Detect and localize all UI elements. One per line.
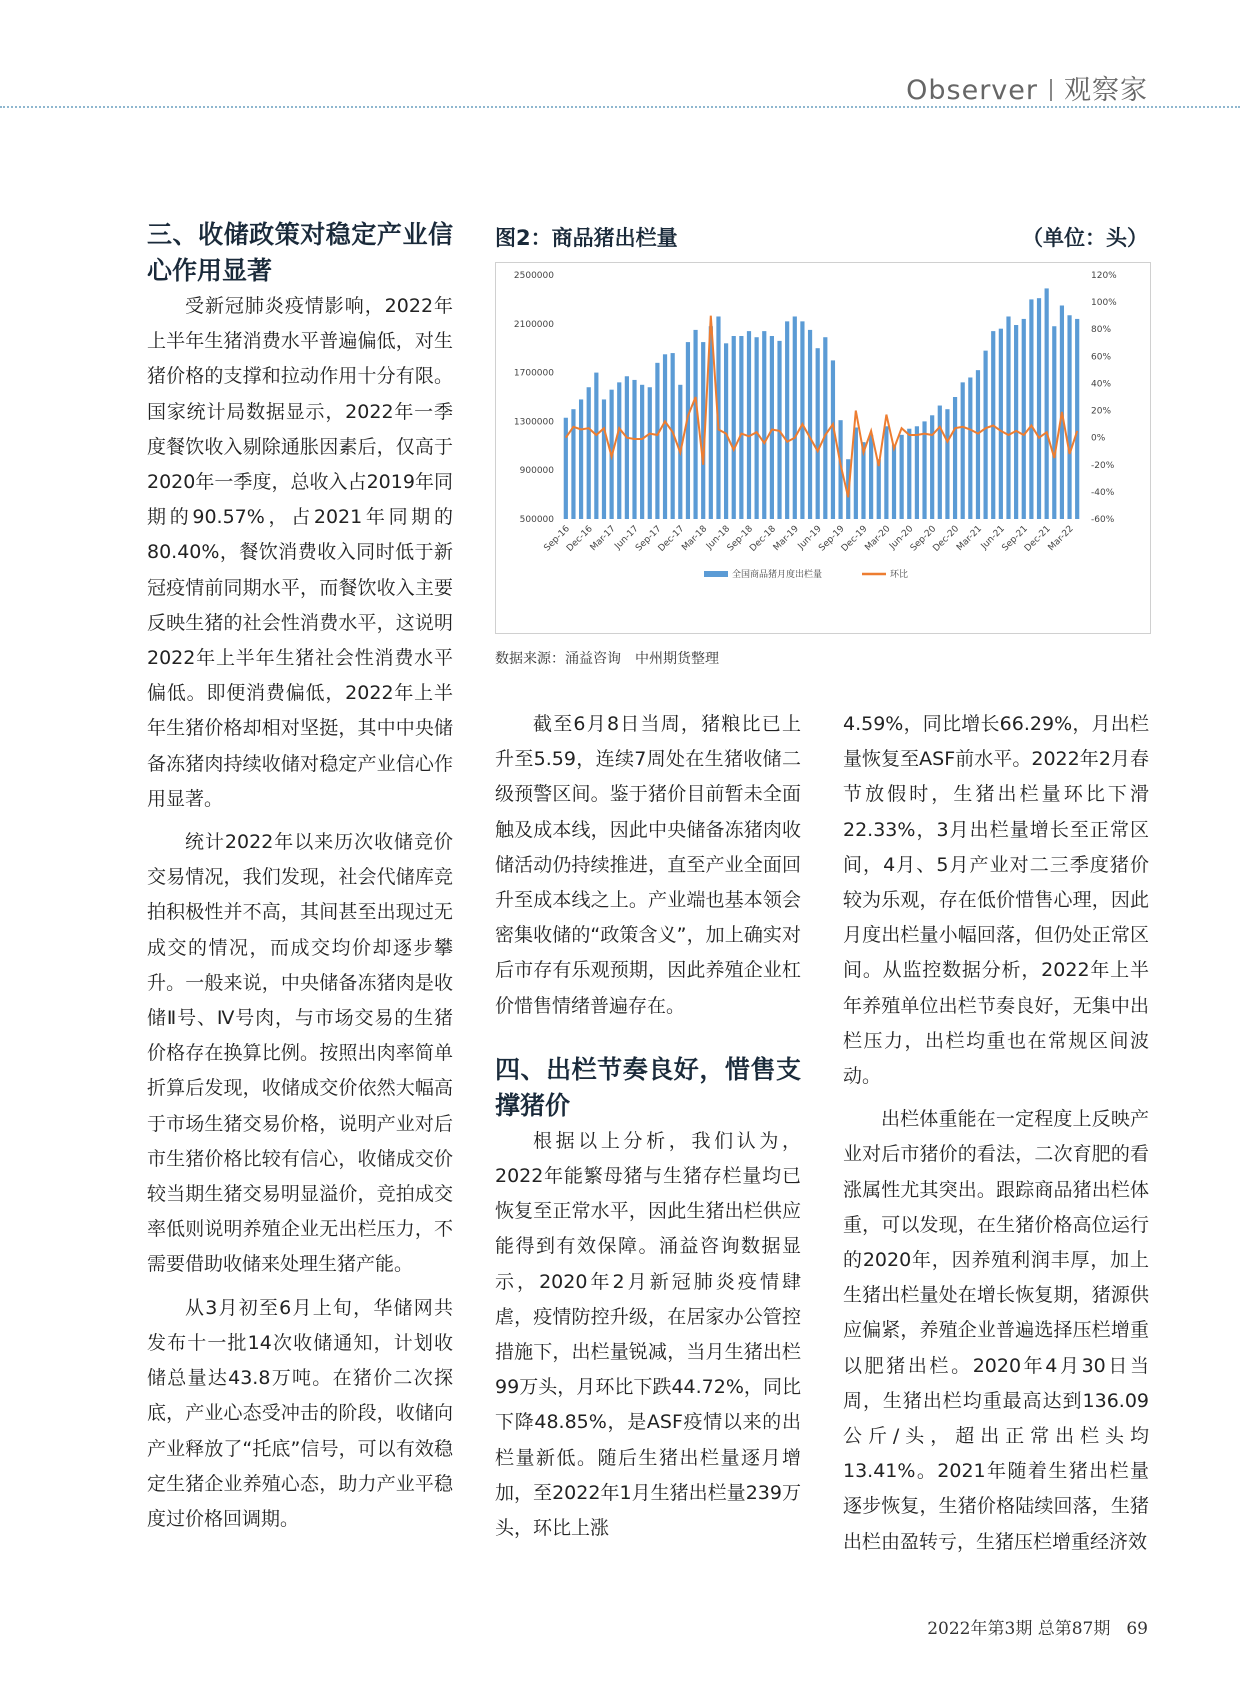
x-tick-label: Mar-20 — [863, 524, 893, 554]
header-brand-cn: 观察家 — [1064, 75, 1148, 106]
paragraph: 统计2022年以来历次收储竞价交易情况，我们发现，社会代储库竞拍积极性并不高，其间甚至出现过无成交的情况，而成交均价却逐步攀升。一般来说，中央储备冻猪肉是收储Ⅱ号、Ⅳ号肉，与市场交易的生猪价格存在换算比例。按照出肉率简单折算后发现，收储成交价依然大幅高于市场生猪交易价格，说明产业对后市生猪价格比较有信心，收储成交价较当期生猪交易明显溢价，竞拍成交率低则说明养殖企业无出栏压力，不需要借助收储来处理生猪产能。 — [147, 831, 453, 1276]
bar — [831, 360, 835, 519]
x-tick-label: Dec-21 — [1022, 524, 1053, 554]
bar — [922, 421, 926, 519]
issue-info: 2022年第3期 总第87期 — [927, 1619, 1111, 1639]
y-left-tick-label: 1700000 — [513, 368, 554, 379]
bar — [594, 373, 598, 519]
x-tick-label: Jun-20 — [887, 524, 916, 552]
section-heading-3: 三、收储政策对稳定产业信心作用显著 — [147, 220, 453, 285]
bar — [762, 331, 766, 519]
x-tick-label: Mar-22 — [1046, 524, 1076, 554]
bar — [854, 428, 858, 520]
x-tick-label: Mar-17 — [588, 524, 618, 554]
page-header — [906, 68, 1148, 107]
bar — [755, 337, 759, 519]
bar — [739, 336, 743, 519]
bar — [983, 351, 987, 519]
x-tick-label: Dec-19 — [839, 524, 870, 554]
y-right-tick-label: 80% — [1091, 325, 1112, 336]
page-number: 69 — [1126, 1619, 1148, 1639]
y-right-tick-label: 120% — [1091, 271, 1117, 281]
figure-source — [495, 648, 733, 668]
y-left-tick-label: 2500000 — [513, 271, 554, 281]
x-tick-label: Sep-19 — [817, 524, 847, 554]
bar — [579, 399, 583, 519]
x-tick-label: Dec-17 — [656, 524, 687, 554]
x-tick-label: Jun-21 — [979, 524, 1007, 552]
bar — [999, 329, 1003, 519]
x-tick-label: Mar-21 — [955, 524, 985, 554]
x-tick-label: Sep-21 — [1000, 524, 1030, 554]
legend-swatch-bars — [704, 571, 728, 577]
bar — [617, 382, 621, 519]
bar — [907, 429, 911, 519]
bar — [770, 336, 774, 519]
y-left-tick-label: 500000 — [519, 515, 554, 525]
bar — [816, 348, 820, 519]
bar — [808, 330, 812, 519]
bar — [1075, 319, 1079, 519]
bar — [693, 330, 697, 519]
x-tick-label: Dec-18 — [748, 524, 779, 554]
y-right-tick-label: 40% — [1091, 379, 1112, 390]
paragraph: 4.59%，同比增长66.29%，月出栏量恢复至ASF前水平。2022年2月春节放假时，生猪出栏量环比下滑22.33%，3月出栏量增长至正常区间，4月、5月产业对二三季度猪价较为乐观，存在低价惜售心理，因此月度出栏量小幅回落，但仍处正常区间。从监控数据分析，2022年上半年养殖单位出栏节奏良好，无集中出栏压力，出栏均重也在常规区间波动。 — [843, 713, 1149, 1088]
header-divider — [0, 106, 1240, 108]
x-tick-label: Dec-16 — [565, 524, 595, 554]
bar — [686, 342, 690, 519]
bar — [892, 445, 896, 519]
y-right-tick-label: 60% — [1091, 352, 1112, 363]
x-tick-label: Sep-20 — [908, 524, 939, 554]
y-right-tick-label: 0% — [1091, 433, 1106, 444]
bar — [785, 321, 789, 519]
bar — [823, 337, 827, 519]
y-left-tick-label: 900000 — [519, 466, 554, 477]
x-tick-label: Sep-17 — [634, 524, 664, 554]
bar — [571, 409, 575, 519]
bar — [1006, 316, 1010, 519]
left-column — [147, 217, 453, 1537]
bar — [602, 399, 606, 519]
paragraph: 受新冠肺炎疫情影响，2022年上半年生猪消费水平普遍偏低，对生猪价格的支撑和拉动作用十分有限。国家统计局数据显示，2022年一季度餐饮收入剔除通胀因素后，仅高于2020年一季度，总收入占2019年同期的90.57%，占2021年同期的80.40%，餐饮消费收入同时低于新冠疫情前同期水平，而餐饮收入主要反映生猪的社会性消费水平，这说明2022年上半年生猪社会性消费水平偏低。即便消费偏低，2022年上半年生猪价格却相对坚挺，其中中央储备冻猪肉持续收储对稳定产业信心作用显著。 — [147, 295, 453, 810]
figure-unit: （单位：头） — [1022, 226, 1148, 250]
y-left-tick-label: 2100000 — [513, 319, 554, 330]
bar — [1022, 319, 1026, 519]
bar — [900, 435, 904, 519]
x-tick-label: Sep-16 — [542, 524, 572, 554]
middle-column — [495, 707, 801, 1546]
bar — [663, 354, 667, 519]
bar — [724, 343, 728, 519]
page-footer — [927, 1614, 1148, 1639]
bar — [747, 331, 751, 519]
y-right-tick-label: -40% — [1091, 487, 1115, 498]
paragraph: 截至6月8日当周，猪粮比已上升至5.59，连续7周处在生猪收储二级预警区间。鉴于猪价目前暂未全面触及成本线，因此中央储备冻猪肉收储活动仍持续推进，直至产业全面回升至成本线之上。产业端也基本领会密集收储的“政策含义”，加上确实对后市存有乐观预期，因此养殖企业杠价惜售情绪普遍存在。 — [495, 713, 801, 1017]
bar — [1067, 315, 1071, 519]
bar — [640, 385, 644, 519]
bar — [930, 415, 934, 519]
y-left-tick-label: 1300000 — [513, 417, 554, 428]
bar — [1029, 299, 1033, 519]
header-separator — [1050, 79, 1052, 101]
source-org: 中州期货整理 — [635, 651, 719, 667]
paragraph: 出栏体重能在一定程度上反映产业对后市猪价的看法，二次育肥的看涨属性尤其突出。跟踪商品猪出栏体重，可以发现，在生猪价格高位运行的2020年，因养殖利润丰厚，加上生猪出栏量处在增长恢复期，猪源供应偏紧，养殖企业普遍选择压栏增重以肥猪出栏。2020年4月30日当周，生猪出栏均重最高达到136.09公斤/头，超出正常出栏头均13.41%。2021年随着生猪出栏量逐步恢复，生猪价格陆续回落，生猪出栏由盈转亏，生猪压栏增重经济效 — [843, 1108, 1149, 1553]
bar — [625, 376, 629, 519]
y-right-tick-label: 20% — [1091, 406, 1112, 417]
bar — [1037, 298, 1041, 519]
x-tick-label: Mar-18 — [680, 524, 710, 554]
bar — [945, 409, 949, 519]
x-tick-label: Jun-17 — [613, 524, 641, 552]
bar — [976, 370, 980, 519]
bar — [800, 321, 804, 519]
bar — [587, 387, 591, 519]
bar — [884, 426, 888, 519]
y-right-tick-label: -20% — [1091, 460, 1115, 471]
bar — [968, 377, 972, 519]
bar — [877, 459, 881, 519]
bar — [1014, 325, 1018, 519]
bar — [793, 316, 797, 519]
x-tick-label: Jun-18 — [704, 524, 733, 552]
bar — [953, 397, 957, 519]
section-heading-4: 四、出栏节奏良好，惜售支撑猪价 — [495, 1054, 801, 1120]
bar — [1045, 288, 1049, 519]
figure-title: 图2：商品猪出栏量 — [495, 226, 678, 250]
bar — [655, 363, 659, 519]
paragraph: 从3月初至6月上旬，华储网共发布十一批14次收储通知，计划收储总量达43.8万吨。在猪价二次探底，产业心态受冲击的阶段，收储向产业释放了“托底”信号，可以有效稳定生猪企业养殖心态，助力产业平稳度过价格回调期。 — [147, 1296, 453, 1530]
x-tick-label: Dec-20 — [931, 524, 962, 554]
bar — [869, 435, 873, 519]
legend-label-line: 环比 — [890, 570, 909, 580]
bar — [648, 387, 652, 519]
chart-container — [495, 262, 1151, 634]
right-column — [843, 707, 1149, 1560]
source-label: 数据来源：涌益咨询 — [495, 651, 621, 667]
x-tick-label: Sep-18 — [725, 524, 756, 554]
x-tick-label: Mar-19 — [771, 524, 801, 554]
header-brand-en: Observer — [906, 75, 1038, 106]
bar — [1052, 326, 1056, 519]
y-right-tick-label: -60% — [1091, 515, 1115, 525]
x-tick-label: Jun-19 — [796, 524, 824, 552]
bar — [632, 380, 636, 519]
paragraph: 根据以上分析，我们认为，2022年能繁母猪与生猪存栏量均已恢复至正常水平，因此生猪出栏供应能得到有效保障。涌益咨询数据显示，2020年2月新冠肺炎疫情肆虐，疫情防控升级，在居家办公管控措施下，出栏量锐减，当月生猪出栏99万头，月环比下跌44.72%，同比下降48.85%，是ASF疫情以来的出栏量新低。随后生猪出栏量逐月增加，至2022年1月生猪出栏量239万头，环比上涨 — [495, 1129, 801, 1540]
bar — [732, 336, 736, 519]
bar — [938, 406, 942, 519]
legend-label-bars: 全国商品猪月度出栏量 — [732, 570, 823, 580]
bar — [915, 426, 919, 519]
y-right-tick-label: 100% — [1091, 298, 1117, 309]
hog-slaughter-chart — [496, 263, 1150, 633]
bar — [564, 418, 568, 519]
bar — [961, 382, 965, 519]
